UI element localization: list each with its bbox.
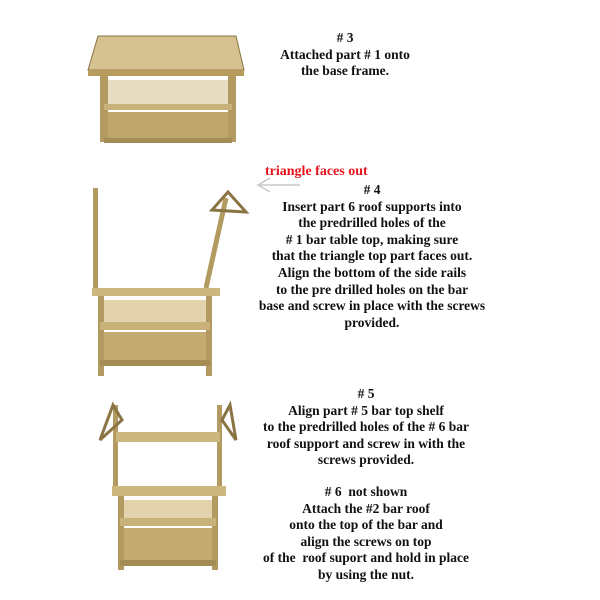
step-line: by using the nut. [317,566,415,582]
callout-label: triangle faces out [265,164,368,179]
step-6-instructions [250,484,482,584]
step-line: the base frame. [300,63,390,79]
step-line: align the screws on top [300,533,432,549]
step-line: that the triangle top part faces out. [271,248,473,264]
step-line: Attached part # 1 onto [280,46,410,62]
step5-bar-photo [100,405,236,570]
step-line: provided. [344,314,400,330]
step-line: Insert part 6 roof supports into [282,198,462,214]
step-heading: # 6 not shown [324,484,408,499]
step-line: roof support and screw in with the [266,435,466,451]
step-3-instructions [240,30,450,80]
step-line: to the predrilled holes of the # 6 bar [263,419,469,435]
step-4-instructions [250,182,494,331]
step-line: Align part # 5 bar top shelf [288,402,444,418]
step3-bar-photo [88,36,244,143]
step-line: Align the bottom of the side rails [277,264,467,280]
step-line: the predrilled holes of the [298,215,446,231]
step-line: Attach the #2 bar roof [302,500,430,516]
step-line: # 1 bar table top, making sure [285,231,459,247]
step-heading: # 4 [363,182,381,197]
step-heading: # 3 [336,30,354,45]
step-heading: # 5 [357,386,375,401]
step-line: to the pre drilled holes on the bar [275,281,469,297]
step-5-instructions [250,386,482,469]
step-line: base and screw in place with the screws [258,298,486,314]
step-line: screws provided. [317,452,415,468]
step-line: of the roof suport and hold in place [262,550,470,566]
step-line: onto the top of the bar and [289,517,443,533]
step4-bar-photo [92,188,246,376]
